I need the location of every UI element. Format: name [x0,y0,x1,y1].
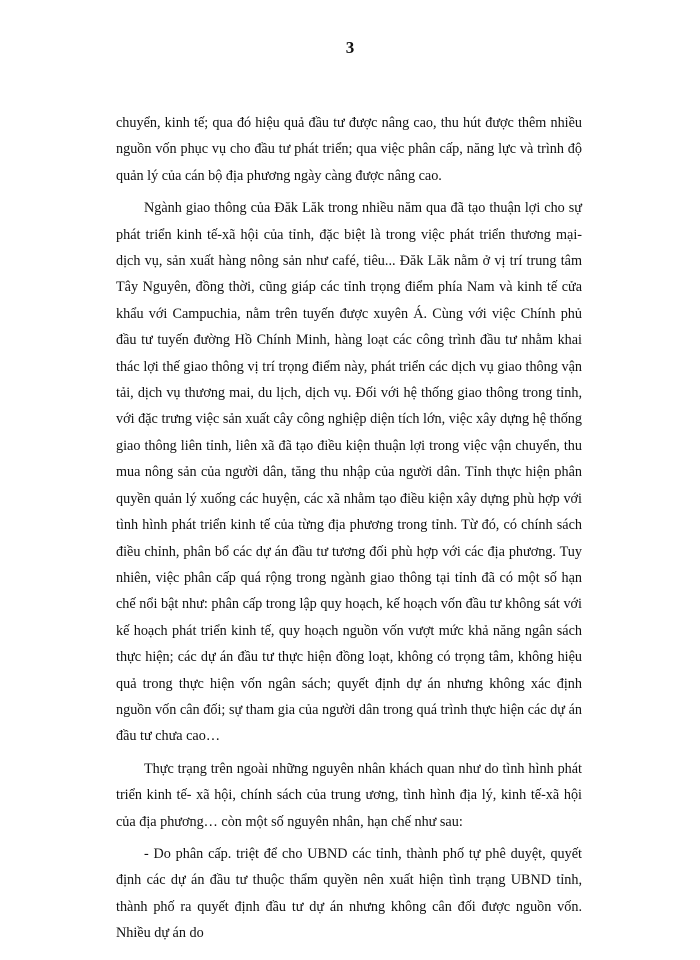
page-number: 3 [345,38,355,57]
paragraph-2: Ngành giao thông của Đăk Lăk trong nhiều năm qua đã tạo thuận lợi cho sự phát triển kinh tế-xã hội của tỉnh, đặc biệt là trong việc phát triển thương mại- dịch vụ, sản xuất hàng nông sản như café, tiêu... Đăk Lăk nằm ở vị trí trung tâm Tây Nguyên, đồng thời, cũng giáp các tỉnh trọng điểm phía Nam và kinh tế cửa khẩu với Campuchia, nằm trên tuyến được xuyên Á. Cùng với việc Chính phủ đầu tư tuyến đường Hồ Chính Minh, hàng loạt các công trình đầu tư nhằm khai thác lợi thế giao thông vị trí trọng điểm này, phát triển các dịch vụ giao thông vận tải, dịch vụ thương mai, du lịch, dịch vụ. Đối với hệ thống giao thông trong tỉnh, với đặc trưng việc sản xuất cây công nghiệp diện tích lớn, việc xây dựng hệ thống giao thông liên tỉnh, liên xã đã tạo điều kiện thuận lợi trong việc vận chuyển, thu mua nông sản của người dân, tăng thu nhập của người dân. Tỉnh thực hiện phân quyền quản lý xuống các huyện, các xã nhằm tạo điều kiện xây dựng phù hợp với tình hình phát triển kinh tế của từng địa phương trong tỉnh. Từ đó, có chính sách điều chỉnh, phân bổ các dự án đầu tư tương đối phù hợp với các địa phương. Tuy nhiên, việc phân cấp quá rộng trong ngành giao thông tại tỉnh đã có một số hạn chế nổi bật như: phân cấp trong lập quy hoạch, kế hoạch vốn đầu tư không sát với kế hoạch phát triển kinh tế, quy hoạch nguồn vốn vượt mức khả năng ngân sách thực hiện; các dự án đầu tư thực hiện đồng loạt, không có trọng tâm, không hiệu quả trong thực hiện vốn ngân sách; quyết định dự án nhưng không xác định nguồn vốn cân đối; sự tham gia của người dân trong quá trình thực hiện các dự án đầu tư chưa cao… [116,200,582,745]
paragraph-3: Thực trạng trên ngoài những nguyên nhân khách quan như do tình hình phát triển kinh tế- xã hội, chính sách của trung ương, tình hình địa lý, kinh tế-xã hội của địa phương… còn một số nguyên nhân, hạn chế như sau: [116,760,582,830]
document-body [116,110,582,947]
paragraph-4: - Do phân cấp. triệt để cho UBND các tỉnh, thành phố tự phê duyệt, quyết định các dự án đầu tư thuộc thẩm quyền nên xuất hiện tình trạng UBND tỉnh, thành phố ra quyết định đầu tư dự án nhưng không cân đối được nguồn vốn. Nhiều dự án do [116,845,582,942]
paragraph-1: chuyển, kinh tế; qua đó hiệu quả đầu tư được nâng cao, thu hút được thêm nhiều nguồn vốn phục vụ cho đầu tư phát triển; qua việc phân cấp, năng lực và trình độ quản lý của cán bộ địa phương ngày càng được nâng cao. [116,115,582,184]
